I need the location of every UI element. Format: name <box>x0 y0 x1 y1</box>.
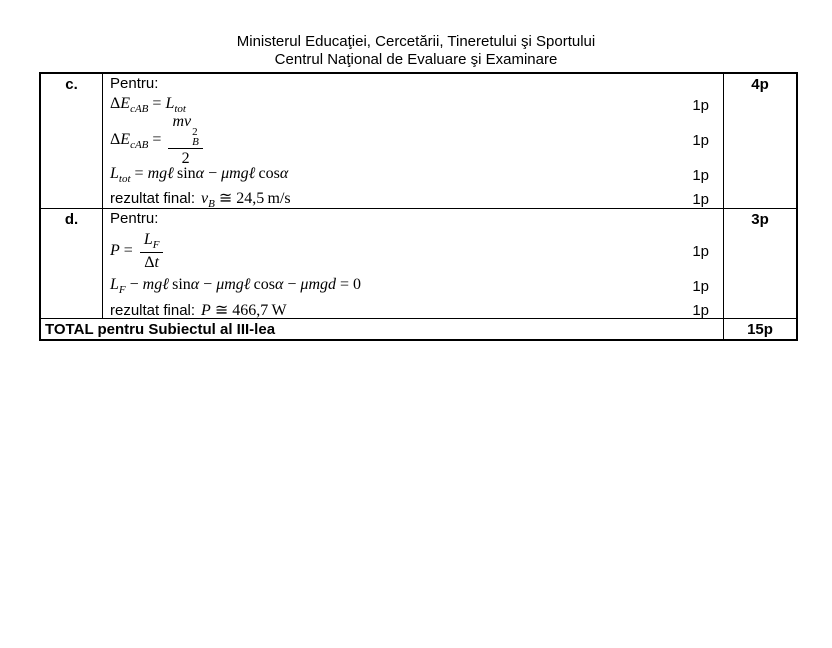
rubric-rows <box>41 74 796 319</box>
header-ministry-line: Ministerul Educaţiei, Cercetării, Tineretului şi Sportului <box>236 33 596 50</box>
formula: $\Delta E_{cAB} = L_{tot}$ <box>110 95 186 115</box>
score-line <box>110 228 709 274</box>
row-total-points: 4p <box>751 76 769 93</box>
header-center-line: Centrul Naţional de Evaluare şi Examinare <box>274 51 558 68</box>
score-line <box>110 163 709 187</box>
formula <box>110 75 709 93</box>
document-header <box>0 33 832 69</box>
fraction: $\frac{L_F}{\Delta t}$ <box>140 231 164 272</box>
row-letter: d. <box>41 209 103 318</box>
line-points: 1p <box>692 131 709 149</box>
rubric-row <box>41 209 796 319</box>
line-points: 1p <box>692 301 709 318</box>
line-points: 1p <box>692 96 709 114</box>
row-content <box>103 209 724 318</box>
score-line <box>110 187 709 208</box>
score-line <box>110 75 709 93</box>
row-total-points: 3p <box>751 211 769 228</box>
rubric-table <box>39 72 798 341</box>
line-label: rezultat final: <box>110 302 196 318</box>
total-row <box>41 319 796 339</box>
line-label: Pentru: <box>110 75 159 92</box>
formula: $L_F$ − mgℓ sinα − μmgℓ cosα − μmgd = 0 <box>110 276 362 296</box>
line-points: 1p <box>692 190 709 208</box>
total-points: 15p <box>747 320 773 338</box>
formula: P = $\frac{L_F}{\Delta t}$ <box>110 231 692 272</box>
formula: rezultat final: $v_B$ ≅ 24,5 m/s <box>110 190 291 208</box>
row-letter: c. <box>41 74 103 208</box>
line-points: 1p <box>692 277 709 295</box>
line-points: 1p <box>692 242 709 260</box>
score-line <box>110 210 709 228</box>
formula: $\Delta E_{cAB}$ = mv 2 B 2 <box>110 113 692 168</box>
total-label: TOTAL pentru Subiectul al III-lea <box>41 319 724 339</box>
row-content <box>103 74 724 208</box>
line-points: 1p <box>692 166 709 184</box>
score-line <box>110 274 709 298</box>
formula: $L_{tot}$ = mgℓ sinα − μmgℓ cosα <box>110 165 289 185</box>
formula <box>110 210 709 228</box>
line-label: rezultat final: <box>110 190 196 207</box>
rubric-row <box>41 74 796 209</box>
fraction: mv 2 B 2 <box>168 113 202 168</box>
formula: rezultat final: P ≅ 466,7 W <box>110 302 287 318</box>
line-label: Pentru: <box>110 210 159 227</box>
score-line <box>110 112 709 167</box>
score-line <box>110 298 709 318</box>
